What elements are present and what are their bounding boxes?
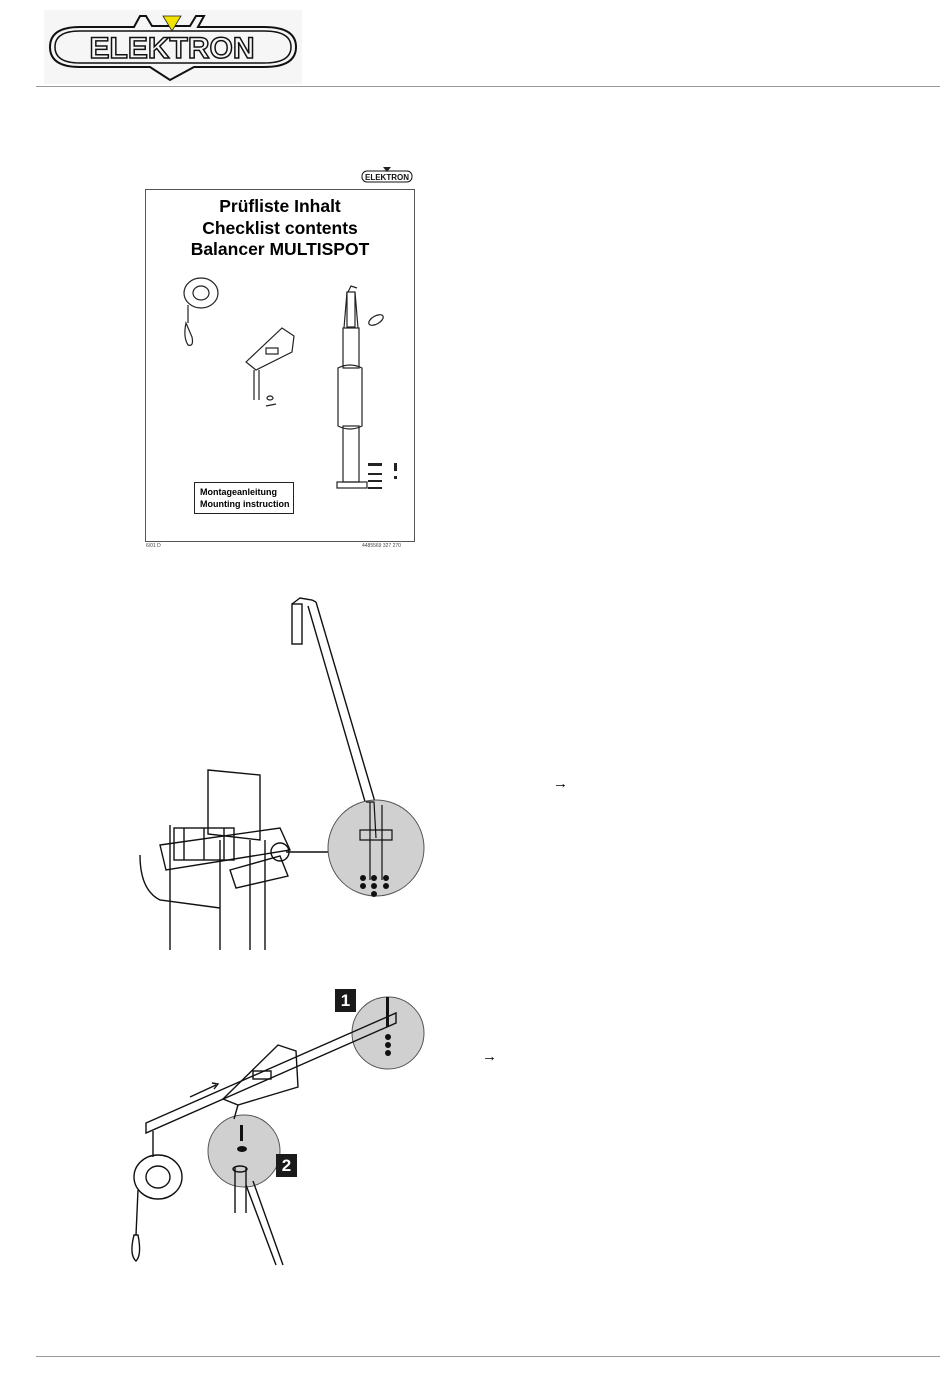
- balancer-drum-icon: [184, 278, 218, 345]
- sheet-title-3: Balancer MULTISPOT: [190, 239, 370, 259]
- screws-icon: [368, 463, 397, 489]
- carabiner-icon: [367, 313, 385, 328]
- svg-text:ELEKTRON: ELEKTRON: [365, 173, 409, 182]
- step2-arrow-icon: →: [482, 1048, 497, 1065]
- small-logo: [361, 166, 413, 184]
- elektron-logo: [44, 10, 302, 84]
- zoom-circle-base: [328, 800, 424, 896]
- mount-label-de: Montageanleitung: [200, 487, 277, 497]
- callout-1-badge: 1: [335, 989, 356, 1012]
- mounting-instruction-box: [194, 482, 294, 514]
- arm-balancer-illustration: [128, 985, 428, 1275]
- sheet-footer-left: 6/01 D: [146, 543, 161, 549]
- mount-label-en: Mounting instruction: [200, 499, 290, 509]
- header-rule: [36, 86, 940, 87]
- cart-column-illustration: [130, 590, 430, 960]
- checklist-sheet: [145, 189, 415, 542]
- sheet-footer-right: 4485569 327 270: [362, 543, 401, 549]
- logo-text: ELEKTRON: [89, 32, 255, 65]
- footer-rule: [36, 1356, 940, 1357]
- sheet-title-2: Checklist contents: [202, 218, 358, 238]
- callout-2-badge: 2: [276, 1154, 297, 1177]
- swivel-bracket-icon: [246, 328, 294, 406]
- step1-arrow-icon: →: [553, 775, 568, 792]
- sheet-title-1: Prüfliste Inhalt: [219, 196, 341, 216]
- column-icon: [337, 286, 367, 488]
